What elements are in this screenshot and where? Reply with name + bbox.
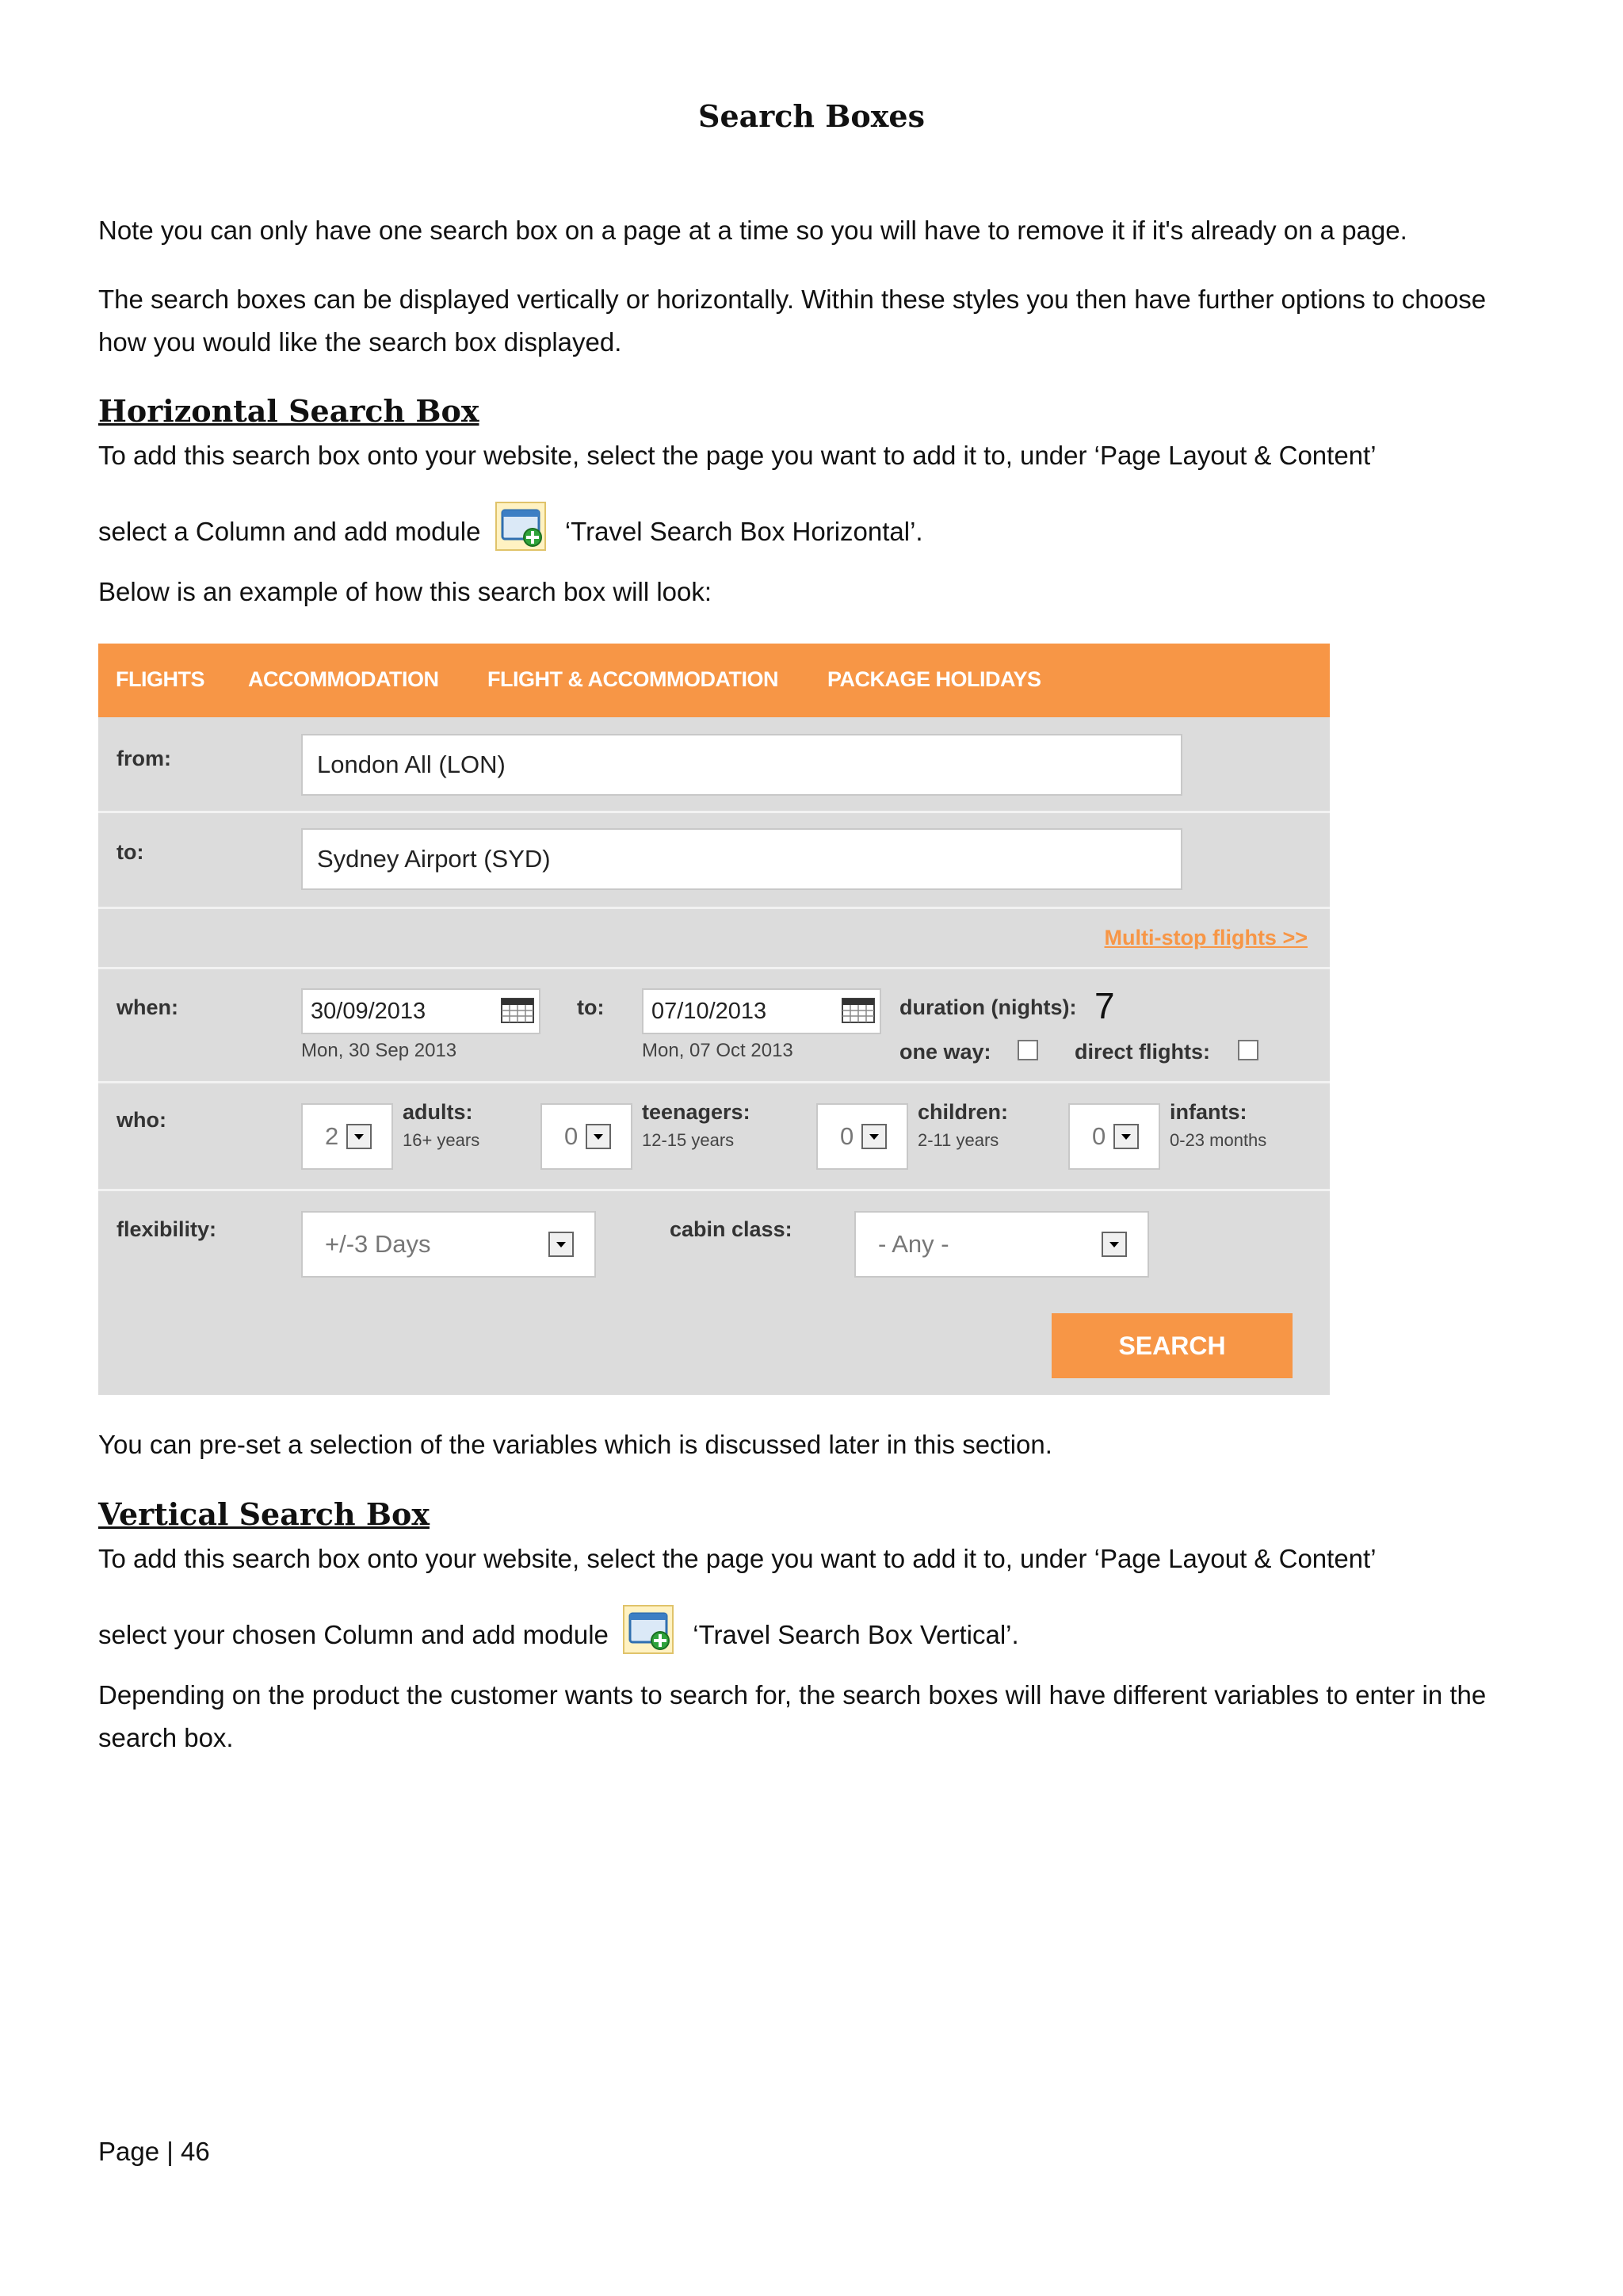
direct-flights-checkbox[interactable] — [1238, 1040, 1258, 1060]
search-box-example — [98, 644, 1330, 1395]
infants-label: infants: — [1170, 1100, 1247, 1124]
vertical-heading: Vertical Search Box — [98, 1496, 430, 1532]
duration-value: 7 — [1094, 985, 1115, 1026]
add-module-icon — [622, 1604, 674, 1655]
horizontal-line-2b: ‘Travel Search Box Horizontal’. — [564, 517, 923, 546]
teenagers-value: 0 — [564, 1122, 579, 1150]
divider — [98, 1081, 1330, 1083]
divider — [98, 967, 1330, 969]
add-module-icon — [495, 501, 547, 552]
adults-label: adults: — [403, 1100, 473, 1124]
oneway-checkbox[interactable] — [1018, 1040, 1038, 1060]
cabin-class-select[interactable] — [854, 1211, 1149, 1278]
adults-value: 2 — [325, 1122, 339, 1150]
return-date-sub: Mon, 07 Oct 2013 — [642, 1040, 793, 1061]
cabin-class-value: - Any - — [878, 1230, 949, 1258]
tab-package-holidays[interactable]: PACKAGE HOLIDAYS — [827, 667, 1041, 691]
adults-select[interactable] — [301, 1103, 393, 1170]
to-label: to: — [116, 840, 144, 864]
infants-value: 0 — [1092, 1122, 1106, 1150]
calendar-icon[interactable] — [842, 998, 875, 1023]
tab-flights[interactable]: FLIGHTS — [116, 667, 204, 691]
children-sub: 2-11 years — [918, 1130, 999, 1150]
teenagers-label: teenagers: — [642, 1100, 750, 1124]
duration-label: duration (nights): — [899, 995, 1077, 1019]
vertical-line-2a: select your chosen Column and add module — [98, 1620, 609, 1649]
adults-sub: 16+ years — [403, 1130, 480, 1150]
horizontal-heading: Horizontal Search Box — [98, 393, 479, 429]
calendar-icon[interactable] — [501, 998, 534, 1023]
vertical-line-2 — [98, 1604, 1525, 1656]
to-input[interactable]: Sydney Airport (SYD) — [301, 828, 1182, 890]
children-select[interactable] — [816, 1103, 908, 1170]
from-label: from: — [116, 747, 171, 770]
horizontal-line-3: Below is an example of how this search box will look: — [98, 577, 712, 606]
chevron-down-icon — [1113, 1124, 1139, 1149]
return-date-value: 07/10/2013 — [651, 998, 767, 1024]
divider — [98, 811, 1330, 813]
chevron-down-icon — [586, 1124, 611, 1149]
vertical-line-1: To add this search box onto your website, select the page you want to add it to, under ‘Page Layout & Content’ — [98, 1544, 1377, 1573]
tab-flight-accommodation[interactable]: FLIGHT & ACCOMMODATION — [487, 667, 778, 691]
chevron-down-icon — [346, 1124, 372, 1149]
search-tabs-bar — [98, 644, 1330, 717]
after-example-paragraph: You can pre-set a selection of the variables which is discussed later in this section. — [98, 1430, 1052, 1459]
direct-flights-label: direct flights: — [1075, 1040, 1211, 1064]
teenagers-sub: 12-15 years — [642, 1130, 735, 1150]
chevron-down-icon — [861, 1124, 887, 1149]
who-label: who: — [116, 1108, 166, 1132]
infants-sub: 0-23 months — [1170, 1130, 1267, 1150]
depart-date-value: 30/09/2013 — [311, 998, 426, 1024]
intro-paragraph-2: The search boxes can be displayed vertically or horizontally. Within these styles you then have further options to choose how you would like the search box displayed. — [98, 285, 1487, 357]
when-label: when: — [116, 995, 178, 1019]
chevron-down-icon — [1102, 1232, 1127, 1257]
oneway-label: one way: — [899, 1040, 991, 1064]
flexibility-select[interactable] — [301, 1211, 596, 1278]
horizontal-line-2a: select a Column and add module — [98, 517, 481, 546]
page-title: Search Boxes — [698, 98, 925, 134]
return-label: to: — [577, 995, 605, 1019]
page-number: Page | 46 — [98, 2137, 210, 2166]
vertical-line-2b: ‘Travel Search Box Vertical’. — [693, 1620, 1019, 1649]
horizontal-line-1: To add this search box onto your website, select the page you want to add it to, under ‘Page Layout & Content’ — [98, 441, 1377, 470]
divider — [98, 907, 1330, 909]
children-label: children: — [918, 1100, 1009, 1124]
teenagers-select[interactable] — [540, 1103, 632, 1170]
infants-select[interactable] — [1068, 1103, 1160, 1170]
vertical-line-3: Depending on the product the customer wants to search for, the search boxes will have different variables to enter in the search box. — [98, 1680, 1487, 1752]
divider — [98, 1189, 1330, 1191]
depart-date-sub: Mon, 30 Sep 2013 — [301, 1040, 457, 1061]
from-input[interactable]: London All (LON) — [301, 734, 1182, 796]
intro-paragraph-1: Note you can only have one search box on a page at a time so you will have to remove it if it's already on a page. — [98, 216, 1407, 245]
multistop-link[interactable]: Multi-stop flights >> — [1104, 926, 1308, 949]
horizontal-line-2 — [98, 501, 1525, 553]
children-value: 0 — [840, 1122, 854, 1150]
flexibility-label: flexibility: — [116, 1217, 217, 1241]
cabin-class-label: cabin class: — [670, 1217, 792, 1241]
chevron-down-icon — [548, 1232, 574, 1257]
search-button[interactable]: SEARCH — [1052, 1313, 1293, 1378]
tab-accommodation[interactable]: ACCOMMODATION — [248, 667, 439, 691]
flexibility-value: +/-3 Days — [325, 1230, 431, 1258]
